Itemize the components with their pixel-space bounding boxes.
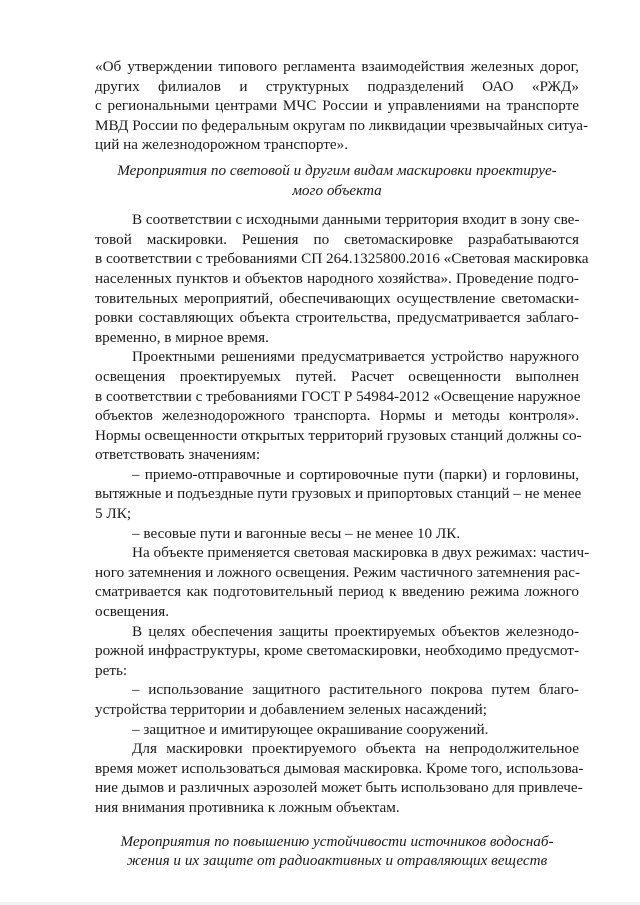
paragraph-outdoor-lighting xyxy=(95,347,582,465)
list-item-weighing-tracks xyxy=(95,524,579,544)
list-item-yard-tracks xyxy=(95,465,582,524)
text-line: товой маскировки. Решения по светомаскировке разрабатываются xyxy=(95,230,579,248)
text-line: в соответствии с требованиями СП 264.1325800.2016 «Световая маскировка xyxy=(95,250,589,268)
text-line: Для маскировки проектируемого объекта на непродолжительное xyxy=(132,740,579,758)
text-line: временно, в мирное время. xyxy=(95,328,269,346)
paragraph-protection-measures xyxy=(95,622,579,681)
text-line: с региональными центрами МЧС России и управлениями на транспорте xyxy=(95,97,579,115)
text-line: реть: xyxy=(95,661,128,679)
paragraph-masking-modes xyxy=(95,543,590,621)
text-line: освещения проектируемых путей. Расчет освещенности выполнен xyxy=(95,367,579,385)
list-item-vegetation-cover xyxy=(95,680,579,719)
heading-line: мого объекта xyxy=(292,181,382,199)
text-line: – защитное и имитирующее окрашивание сооружений. xyxy=(132,720,489,738)
paragraph-light-masking-zone xyxy=(95,210,589,347)
text-line: ровки составляющих объекта строительства, предусматривается заблаго- xyxy=(95,309,579,327)
text-line: объектов железнодорожного транспорта. Нормы и методы контроля». xyxy=(95,407,579,425)
text-line: МВД России по федеральным округам по ликвидации чрезвычайных ситуа- xyxy=(95,116,589,134)
text-line: Нормы освещенности открытых территорий грузовых станций должны со- xyxy=(95,426,582,444)
text-line: сматривается как подготовительный период к введению режима ложного xyxy=(95,583,579,601)
text-line: устройства территории и добавлением зеленых насаждений; xyxy=(95,701,488,718)
text-line: – использование защитного растительного покрова путем благо- xyxy=(132,681,579,699)
heading-line: Мероприятия по световой и другим видам маскировки проектируе- xyxy=(117,161,557,179)
text-line: В целях обеспечения защиты проектируемых объектов железнодо- xyxy=(132,622,579,640)
text-line: рожной инфраструктуры, кроме светомаскировки, необходимо предусмот- xyxy=(95,642,579,660)
intro-paragraph xyxy=(95,57,589,155)
text-line: В соответствии с исходными данными территория входит в зону све- xyxy=(132,211,580,229)
text-line: время может использоваться дымовая маскировка. Кроме того, использова- xyxy=(95,759,584,777)
text-line: «Об утверждении типового регламента взаимодействия железных дорог, xyxy=(95,58,579,75)
text-line: – приемо-отправочные и сортировочные пути (парки) и горловины, xyxy=(132,465,579,483)
text-line: ного затемнения и ложного освещения. Режим частичного затемнения рас- xyxy=(95,563,581,581)
section-heading-water-supply xyxy=(95,832,579,871)
text-line: вытяжные и подъездные пути грузовых и припортовых станций – не менее xyxy=(95,485,582,503)
text-line: ния внимания противника к ложным объектам. xyxy=(95,798,400,816)
text-line: 5 ЛК; xyxy=(95,505,132,523)
text-line: ответствовать значениям: xyxy=(95,446,261,464)
text-line: населенных пунктов и объектов народного хозяйства». Проведение подго- xyxy=(95,269,579,287)
text-line: ций на железнодорожном транспорте». xyxy=(95,136,349,154)
spacer xyxy=(95,200,579,210)
text-line: Проектными решениями предусматривается устройство наружного xyxy=(132,348,579,366)
text-line: На объекте применяется световая маскировка в двух режимах: частич- xyxy=(132,544,590,562)
paragraph-smoke-masking xyxy=(95,739,584,817)
heading-line: Мероприятия по повышению устойчивости источников водоснаб- xyxy=(120,832,554,850)
text-line: других филиалов и структурных подразделений ОАО «РЖД» xyxy=(95,77,579,95)
document-body xyxy=(95,57,590,871)
text-line: товительных мероприятий, обеспечивающих осуществление светомаски- xyxy=(95,289,579,307)
text-line: освещения. xyxy=(95,603,170,621)
spacer xyxy=(95,818,579,832)
text-line: ние дымов и различных аэрозолей может быть использовано для привлече- xyxy=(95,779,583,797)
text-line: в соответствии с требованиями ГОСТ Р 54984-2012 «Освещение наружное xyxy=(95,387,581,405)
heading-line: жения и их защите от радиоактивных и отравляющих веществ xyxy=(126,852,548,870)
section-heading-masking xyxy=(95,161,579,200)
list-item-protective-painting xyxy=(95,720,579,740)
text-line: – весовые пути и вагонные весы – не менее 10 ЛК. xyxy=(132,524,461,542)
